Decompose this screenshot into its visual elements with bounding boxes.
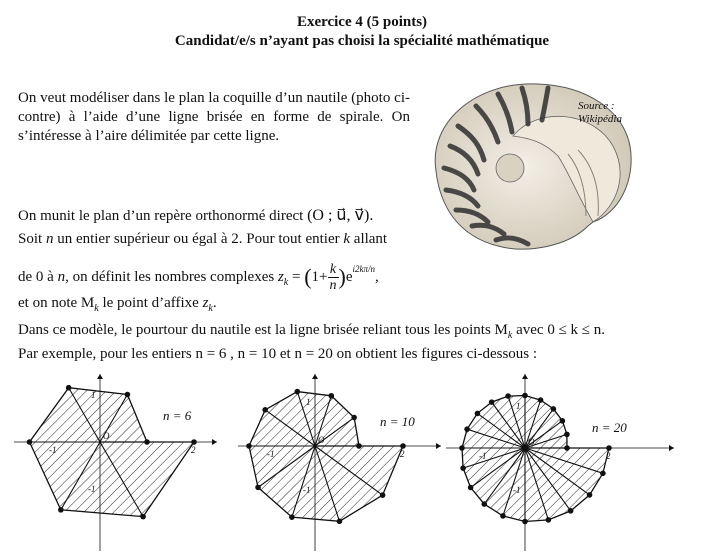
- text-fragment: Dans ce modèle, le pourtour du nautile est la ligne brisée reliant tous les points M: [18, 322, 508, 338]
- text-fragment: un entier supérieur ou égal à 2. Pour tout entier: [53, 231, 344, 247]
- point-marker: [140, 514, 146, 520]
- text-fragment: le point d’affixe: [98, 295, 203, 311]
- subscript-k: k: [208, 303, 213, 314]
- subscript-k: k: [283, 276, 289, 288]
- subscript-k: k: [94, 303, 99, 314]
- origin-label: O: [103, 431, 110, 441]
- subscript-k: k: [507, 330, 513, 341]
- text-fragment: allant: [350, 231, 388, 247]
- condition-text: avec 0 ≤ k ≤ n.: [512, 322, 606, 338]
- point-marker: [481, 501, 487, 507]
- tick-label-1: 1: [516, 401, 521, 411]
- source-name: Wikipédia: [578, 113, 622, 125]
- x-axis-arrow: [212, 439, 217, 445]
- y-axis-arrow: [97, 374, 103, 379]
- point-M: M: [80, 295, 95, 311]
- fraction-k-over-n: [328, 262, 339, 293]
- point-marker: [587, 492, 593, 498]
- point-marker: [125, 392, 131, 398]
- n-label: n = 10: [380, 414, 415, 429]
- repere-line: [18, 205, 373, 225]
- point-marker: [58, 507, 64, 513]
- tick-label-1: 1: [91, 390, 96, 400]
- exercise-title: Exercice 4 (5 points): [296, 14, 428, 30]
- point-marker: [460, 465, 466, 471]
- point-marker: [568, 508, 574, 514]
- intro-paragraph: On veut modéliser dans le plan la coquille d’un nautile (photo ci-contre) à l’aide d’une ligne brisée en forme de spirale. On s’intéresse à l’aire délimitée par cette ligne.: [18, 90, 410, 144]
- figure-n20: [440, 370, 680, 555]
- text-fragment: et on note: [18, 295, 81, 311]
- var-z: z: [277, 268, 284, 285]
- model-line: [18, 322, 605, 341]
- point-marker: [551, 406, 557, 412]
- point-marker: [66, 385, 72, 391]
- equals-sign: =: [288, 268, 305, 285]
- paren-open: (: [304, 263, 312, 289]
- n-label: n = 20: [592, 420, 627, 435]
- point-marker: [600, 471, 606, 477]
- tick-label-minus-1: -1: [49, 445, 57, 455]
- tick-label-minus-1-vertical: -1: [303, 485, 311, 495]
- text-fragment: ,: [375, 268, 379, 285]
- point-marker: [351, 415, 357, 421]
- tick-label-minus-1-vertical: -1: [513, 485, 521, 495]
- point-marker: [255, 485, 261, 491]
- formula-line: [18, 262, 379, 293]
- tick-label-2: 2: [606, 451, 611, 461]
- var-k: k: [343, 231, 351, 247]
- fraction-denominator: n: [329, 278, 337, 293]
- tick-label-2: 2: [400, 449, 405, 459]
- figure-n6: [8, 370, 223, 555]
- point-marker: [475, 411, 481, 417]
- one-plus: 1+: [311, 268, 328, 285]
- exp-e: e: [345, 268, 353, 285]
- point-marker: [564, 432, 570, 438]
- origin-label: O: [318, 435, 325, 445]
- point-marker: [468, 485, 474, 491]
- origin-label: O: [528, 437, 535, 447]
- point-marker: [262, 407, 268, 413]
- notation-line: [18, 295, 217, 314]
- point-marker: [337, 519, 343, 525]
- point-marker: [538, 397, 544, 403]
- var-n: n: [57, 268, 66, 285]
- point-marker: [489, 399, 495, 405]
- figure-n10: [232, 370, 447, 555]
- text-fragment: , on définit les nombres complexes: [65, 268, 278, 285]
- tick-label-minus-1: -1: [479, 451, 487, 461]
- fraction-numerator: k: [328, 262, 339, 278]
- text-fragment: Soit: [18, 231, 46, 247]
- var-z: z: [202, 295, 209, 311]
- tick-label-minus-1-vertical: -1: [88, 484, 96, 494]
- exercise-subtitle: Candidat/e/s n’ayant pas choisi la spécialité mathématique: [174, 33, 550, 49]
- point-marker: [546, 517, 552, 523]
- repere-text: On munit le plan d’un repère orthonormé direct: [18, 208, 304, 224]
- y-axis-arrow: [312, 374, 318, 379]
- text-fragment: de 0 à: [18, 268, 58, 285]
- point-marker: [295, 389, 301, 395]
- repere-math: (O ; u⃗, v⃗).: [307, 207, 374, 224]
- x-axis-arrow: [669, 445, 674, 451]
- tick-label-1: 1: [306, 397, 311, 407]
- exponent: i2kπ/n: [352, 263, 376, 274]
- point-marker: [505, 393, 511, 399]
- photo-source: [578, 100, 622, 126]
- tick-label-2: 2: [191, 445, 196, 455]
- y-axis-arrow: [522, 374, 528, 379]
- paren-close: ): [338, 263, 346, 289]
- point-marker: [329, 393, 335, 399]
- definition-line: [18, 231, 387, 248]
- text-fragment: .: [212, 295, 217, 311]
- point-marker: [380, 492, 386, 498]
- point-marker: [289, 514, 295, 520]
- n-label: n = 6: [163, 408, 192, 423]
- point-marker: [500, 513, 506, 519]
- var-n: n: [45, 231, 54, 247]
- tick-label-minus-1: -1: [267, 449, 275, 459]
- example-line: Par exemple, pour les entiers n = 6 , n = 10 et n = 20 on obtient les figures ci-dessous :: [18, 346, 538, 362]
- point-marker: [560, 418, 566, 424]
- source-label: Source :: [578, 100, 615, 112]
- point-marker: [464, 426, 470, 432]
